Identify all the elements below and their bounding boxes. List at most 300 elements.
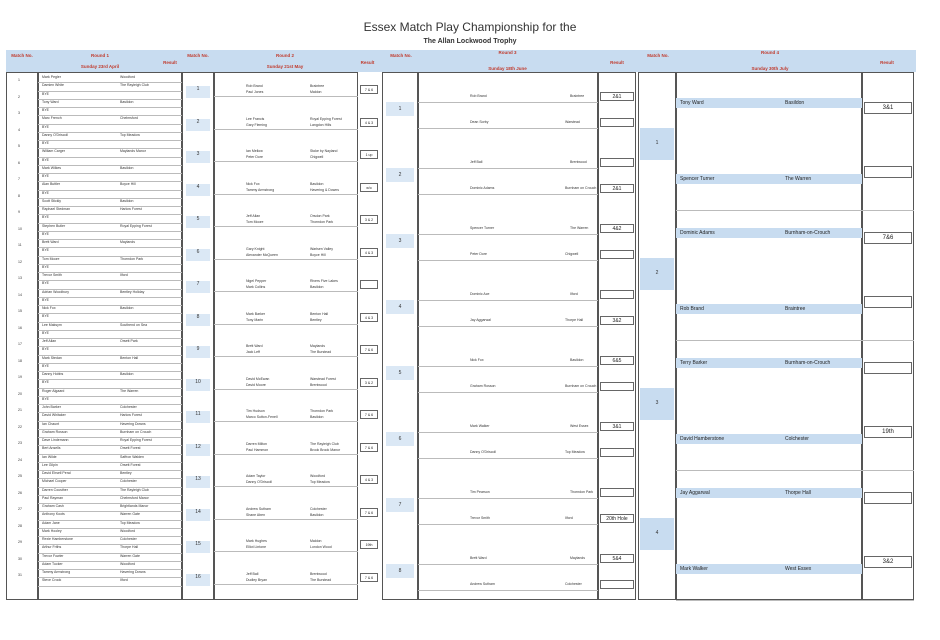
round1-club: Basildon [120,306,134,310]
round3-row-line [418,524,598,525]
round2-club1: Warlsen Valley [310,246,333,251]
round3-result2 [600,580,634,589]
round3-club1: Braintree [570,94,585,98]
round2-club2: Langdon Hills [310,122,332,127]
round2-player2: Danny O'Driscoll [246,480,272,484]
round2-match-number: 5 [186,216,210,228]
round1-player: Damien White [42,83,64,88]
round1-player: BYE [42,363,50,368]
round1-player: Darren Cousther [42,487,68,492]
round1-row-number: 6 [18,160,20,165]
round1-player: Roger Algaard [42,388,65,393]
round1-row-number: 15 [18,309,22,313]
round3-match-number: 7 [386,498,414,512]
round4-player2: Rob Brand [680,306,704,312]
round1-row-line [38,239,182,240]
round1-player: BYE [42,396,50,401]
round2-club2: Brentwood [310,382,327,387]
round1-player: William Carger [42,149,65,154]
round3-result1 [600,290,634,299]
r4-result-header: Result [880,60,894,65]
round2-player1: David McEwan [246,376,270,381]
round2-row-line [214,356,358,357]
round2-club2: The Burstead [310,350,332,354]
round1-row-line [38,264,182,265]
round1-row-number: 19 [18,375,22,379]
r3-date-header: Sunday 18th June [488,66,527,71]
r3-match-no-header: Match No. [390,53,412,58]
round4-club1: Burnham-on-Crouch [785,230,831,236]
round2-club2: Top Meadow [310,480,330,484]
r1-date-header: Sunday 23rd April [80,64,120,69]
round3-club2: Burnham on Crouch [565,384,597,388]
round1-player: Mark Stedan [42,355,62,360]
round1-club: The Rayleigh Club [120,487,149,492]
round1-row-line [38,214,182,215]
round2-player1: Andrew Sutham [246,506,271,511]
round2-match-number: 11 [186,411,210,423]
round2-match-number: 12 [186,444,210,456]
round1-row-number: 28 [18,523,22,528]
round2-player1: Brett Ward [246,344,263,348]
round3-row-line [418,392,598,393]
round2-player1: Darren Milton [246,441,268,446]
round2-club1: Braintree [310,84,325,88]
round1-player: Mark Pegler [42,75,61,79]
round4-match-number: 3 [655,400,659,406]
round2-row-line [214,161,358,162]
round2-player2: Peter Dore [246,155,263,159]
round2-result: 7 & 6 [360,508,378,517]
round3-row-line [418,102,598,103]
round1-club: Havering Downs [120,421,146,426]
round2-match-number: 4 [186,184,210,196]
round3-row-line [418,326,598,327]
round2-match-number: 3 [186,151,210,163]
r2-result-header: Result [360,60,375,65]
round1-row-number: 12 [18,259,22,264]
round1-player: Danny Hobbs [42,372,64,376]
round4-player1: Dominic Adams [680,230,715,236]
round1-row-line [38,231,182,232]
round2-player1: Jeff Allan [246,214,261,218]
round4-player1: Jay Aggarwal [680,490,710,496]
round2-player1: Mark Barker [246,311,266,316]
r4-date-header: Sunday 30th July [751,66,789,71]
round2-player2: Alexander McQueen [246,252,278,257]
round1-row-number: 17 [18,342,22,346]
round3-club1: Ilford [570,292,578,296]
round1-club: Woodford [120,75,136,79]
round2-result: 4 & 3 [360,475,378,484]
round3-player2: Peter Dore [470,252,487,256]
round2-club2: Basildon [310,285,324,289]
round1-row-line [38,462,182,463]
round3-player2: Dean Sorby [470,120,489,124]
round2-match-number: 6 [186,249,210,261]
round1-row-line [38,247,182,248]
round3-match-number: 6 [386,432,414,446]
round2-club1: Maldon [310,539,322,543]
round2-match-number: 15 [186,541,210,553]
round2-row-line [214,129,358,130]
round1-row-number: 16 [18,325,22,330]
round2-player1: Nick Fox [246,181,260,186]
round1-player: John Barker [42,405,61,409]
round4-row-line [676,340,914,341]
round3-number-column [382,72,418,600]
round2-player2: Dudley Bryan [246,577,268,582]
round1-player: Marc French [42,116,62,121]
round3-club1: Basildon [570,358,584,362]
round4-row-line [676,470,914,471]
round2-row-line [214,389,358,390]
round4-result2 [864,296,912,308]
round1-row-line [38,107,182,108]
round1-club: Havering Downs [120,570,146,574]
round2-result: 19th [360,540,378,549]
round3-result1: 4&2 [600,224,634,233]
r3-result-header: Result [610,60,624,65]
round1-player: Steve Crook [42,578,62,583]
round3-row-line [418,168,598,169]
r1-result-header: Result [163,60,177,65]
round1-club: Orsett Forest [120,446,141,451]
round3-player2: Andrew Sutham [470,582,495,586]
round1-player: BYE [42,157,50,162]
round1-club: Chelmsford Manor [120,495,149,500]
round4-column [676,72,862,600]
round1-row-number: 11 [18,243,22,247]
round3-result1: 2&1 [600,92,634,101]
round1-club: Orsett Park [120,339,138,343]
round2-result: 7 & 6 [360,345,378,354]
round1-player: Paul Rayman [42,495,64,500]
round1-player: BYE [42,380,50,385]
round2-club2: Boyce Hill [310,252,326,257]
round1-player: Jeff Allan [42,339,57,343]
round2-result: 4 & 3 [360,313,378,322]
round2-club2: Thorndon Park [310,220,334,224]
round2-club1: Benton Hall [310,311,329,316]
r4-match-no-header: Match No. [647,53,669,58]
round3-result2 [600,118,634,127]
round4-result2: 3&2 [864,556,912,568]
round1-row-line [38,91,182,92]
round1-club: Basildon [120,99,134,104]
round4-row-line [676,600,914,601]
round1-club: Thorpe Hall [120,545,139,550]
round1-club: Burnham on Crouch [120,429,152,434]
r2-match-no-header: Match No. [187,53,209,58]
round2-club1: Brentwood [310,571,327,576]
round2-player2: Gary Fleming [246,122,268,127]
round1-row-line [38,346,182,347]
round3-row-line [418,128,598,129]
round1-row-number: 5 [18,144,20,148]
round3-club1: Brentwood [570,160,587,164]
round1-club: Top Meadow [120,520,140,525]
round4-result2: 19th [864,426,912,438]
round1-club: Warren Gate [120,553,140,558]
round3-result2 [600,382,634,391]
round2-match-number: 9 [186,346,210,358]
round1-row-number: 13 [18,276,22,280]
round1-row-number: 1 [18,78,20,82]
round1-row-line [38,173,182,174]
round1-club: Harlow Forest [120,207,142,211]
round2-club1: Stoke by Nayland [310,149,338,153]
round3-player2: Danny O'Driscoll [470,450,496,454]
round1-player: BYE [42,91,50,96]
round2-player1: Gary Knight [246,246,265,251]
round2-club1: Woodford [310,474,326,478]
round1-player: Danny O'Driscoll [42,132,68,137]
round1-row-line [38,313,182,314]
round2-result: 3 & 2 [360,215,378,224]
round1-row-line [38,305,182,306]
round2-club2: London Wood [310,545,332,549]
round4-result-column [862,72,914,600]
round1-row-line [38,338,182,339]
round1-player: Mark Wilkes [42,165,62,170]
round2-result: 7 & 6 [360,443,378,452]
round1-club: Woodford [120,528,136,533]
round1-club: Brightlands Manor [120,504,149,508]
round1-club: Saffron Walden [120,454,144,459]
round1-player: BYE [42,264,50,269]
round3-player1: Jeff Ball [470,160,483,164]
round3-match-number: 3 [386,234,414,248]
round1-player: Adam Jane [42,520,60,525]
round1-player: Graham Cash [42,504,64,508]
round1-club: The Warren [120,388,139,393]
round2-result: 7 & 6 [360,573,378,582]
round1-club: Bentley [120,471,132,475]
round2-row-line [214,421,358,422]
round4-result1: 7&6 [864,232,912,244]
round1-player: Tony Ward [42,99,59,104]
round2-player1: Nigel Pepper [246,279,267,283]
round1-player: Tom Moore [42,256,60,261]
round2-result: 4 & 3 [360,248,378,257]
round2-player2: Tony Marin [246,317,264,322]
round1-player: BYE [42,108,50,112]
round2-player2: Tom Moore [246,220,264,224]
round2-result: 3 & 2 [360,378,378,387]
round3-player1: Spencer Turner [470,226,495,230]
round2-player2: Shane Aben [246,512,266,517]
round1-club: Royal Epping Forest [120,438,152,442]
round1-player: Alan Buttler [42,182,61,187]
round3-player1: Mark Walker [470,424,490,428]
round1-row-number: 3 [18,111,20,115]
round1-player: Lee Gilpin [42,462,58,467]
round1-row-number: 9 [18,210,20,214]
round2-row-line [214,291,358,292]
round2-club2: Havering & Downs [310,187,339,192]
round3-row-line [418,366,598,367]
round1-number-column [6,72,38,600]
round1-player: Raphael Stedman [42,207,71,211]
round2-club1: Colchester [310,506,327,511]
round1-club: Orsett Forest [120,462,141,467]
round3-row-line [418,458,598,459]
round2-row-line [214,259,358,260]
round2-row-line [214,194,358,195]
page-subtitle: The Allan Lockwood Trophy [423,38,517,45]
round1-row-line [38,330,182,331]
round1-club: Maylands [120,240,135,244]
round2-club2: Maldon [310,90,322,94]
round3-player1: Rob Brand [470,94,487,98]
round1-row-line [38,396,182,397]
round3-result2 [600,250,634,259]
round1-club: Bentley Holiday [120,289,145,294]
round1-player: Graham Rosson [42,429,68,434]
round4-player2: Mark Walker [680,566,708,572]
round2-player2: Tammy Armstrong [246,187,275,192]
round4-match-number: 4 [655,530,659,536]
round1-player: BYE [42,174,50,178]
round1-player: Ian Chaunt [42,421,60,426]
round4-club2: Braintree [785,306,806,312]
round1-player: BYE [42,347,50,352]
round1-player: Adam Tucker [42,561,63,566]
round1-row-number: 2 [18,94,20,99]
round1-row-number: 14 [18,292,22,297]
round1-row-line [38,157,182,158]
round3-result1 [600,488,634,497]
round1-row-line [38,454,182,455]
round1-player: Ian Wilde [42,454,57,459]
round2-match-number: 16 [186,574,210,586]
round2-club2: The Burstead [310,577,332,582]
round3-player2: Graham Rosson [470,384,496,388]
round1-club: Basildon [120,165,134,170]
round1-club: Warren Gate [120,512,140,517]
round1-club: Thorndon Park [120,256,144,261]
round1-player: Dave Lindemann [42,438,69,442]
round2-club2: Basildon [310,512,324,517]
round3-result1: 3&1 [600,422,634,431]
round1-player: Tammy Armstrong [42,570,71,574]
round2-row-line [214,486,358,487]
round1-player: BYE [42,124,50,129]
round2-player1: Ian Mellow [246,149,263,153]
round3-result2: 2&1 [600,184,634,193]
round3-row-line [418,564,598,565]
round2-player2: Paul Hammon [246,447,269,452]
round1-club: Benton Hall [120,355,139,360]
round1-row-number: 8 [18,193,20,198]
round1-row-number: 20 [18,391,22,396]
round2-player1: Lee Francis [246,116,265,121]
round1-row-number: 24 [18,457,22,462]
round1-player: Bert Ansells [42,446,61,451]
round2-result [360,280,378,289]
round2-row-line [214,96,358,97]
round2-result: 1 up [360,150,378,159]
round1-player: BYE [42,141,50,145]
round1-row-number: 7 [18,177,20,181]
round2-match-number: 7 [186,281,210,293]
round2-result: 7 & 6 [360,410,378,419]
round1-club: Ilford [120,578,128,583]
round1-player: Trevor Smith [42,273,62,277]
round3-row-line [418,300,598,301]
round1-row-number: 21 [18,408,22,412]
round1-row-line [38,586,182,587]
round3-player1: Tim Pearson [470,490,490,494]
round4-club1: Thorpe Hall [785,490,811,496]
round1-row-line [38,379,182,380]
round1-row-number: 23 [18,441,22,445]
round2-row-line [214,226,358,227]
round3-result1: 5&4 [600,554,634,563]
round1-club: Southend on Sea [120,322,148,327]
round2-row-line [214,551,358,552]
round2-result: 4 & 3 [360,118,378,127]
round4-player2: Spencer Turner [680,176,715,182]
round1-club: Top Meadow [120,132,140,137]
round4-player1: Terry Barker [680,360,708,366]
round2-result: 7 & 6 [360,85,378,94]
round1-row-number: 31 [18,573,22,577]
round1-club: Chelmsford [120,116,138,121]
round3-result2: 3&2 [600,316,634,325]
round3-club2: Top Meadow [565,450,585,454]
round3-player2: Trevor Smith [470,516,490,520]
round2-match-number: 14 [186,509,210,521]
round1-club: Maylands Manor [120,149,146,154]
round3-result2: 20th Hole [600,514,634,523]
round1-player: Michael Cooper [42,479,67,484]
round4-match-number: 1 [655,140,659,146]
round4-club2: Colchester [785,436,809,442]
round4-club1: Basildon [785,100,805,106]
r2-date-header: Sunday 21st May [266,64,304,69]
r2-round-header: Round 2 [276,53,294,58]
round1-player: Stephen Butler [42,223,66,228]
round1-player: Nick Fox [42,306,56,310]
round1-player: BYE [42,281,50,286]
round2-player1: Jeff Ball [246,571,259,576]
round1-row-line [38,190,182,191]
page-title: Essex Match Play Championship for the [363,20,577,34]
round3-player1: Nick Fox [470,358,484,362]
r4-round-header: Round 4 [761,50,779,55]
round2-club1: Royal Epping Forest [310,116,342,121]
round1-club: Colchester [120,405,137,409]
round3-match-number: 2 [386,168,414,182]
round4-row-line [676,210,914,211]
round2-club2: Chigwell [310,155,324,159]
round1-player: Rexie Hamberstone [42,537,73,541]
round2-match-number: 1 [186,86,210,98]
round2-club1: The Rayleigh Club [310,441,339,446]
round3-result1 [600,158,634,167]
round3-row-line [418,194,598,195]
round3-row-line [418,590,598,591]
round1-club: The Rayleigh Club [120,83,149,88]
round2-player1: Adam Taylor [246,474,266,478]
round1-row-line [38,140,182,141]
round3-player2: Jay Aggarwal [470,318,491,322]
round1-player: Mark Hooley [42,528,62,533]
round1-row-line [38,297,182,298]
round1-player: Brett Ward [42,240,59,244]
